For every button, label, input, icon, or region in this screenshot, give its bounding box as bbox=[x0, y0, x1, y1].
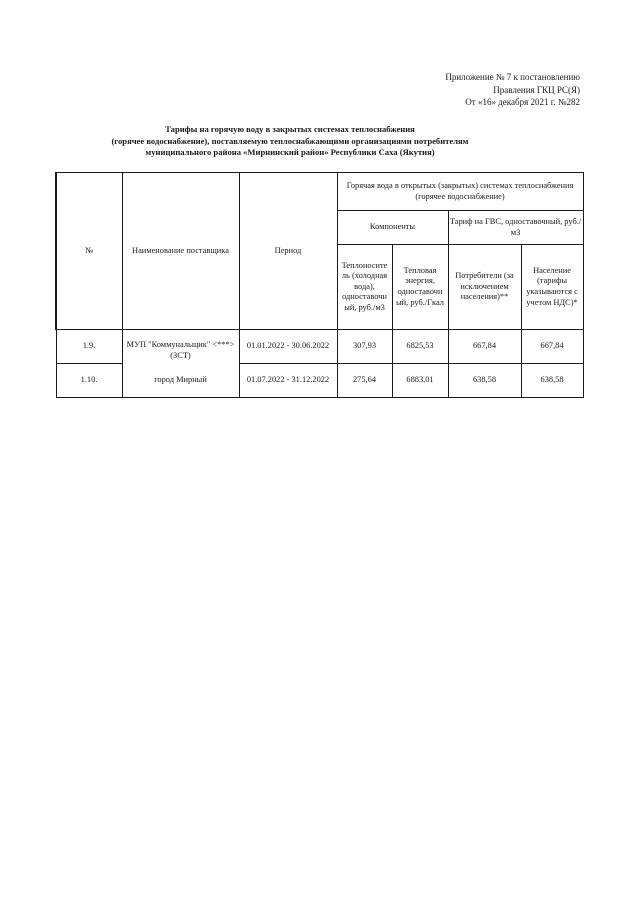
annex-reference bbox=[445, 71, 580, 109]
title-line: муниципального района «Мирнинский район» Республики Саха (Якутия) bbox=[145, 147, 435, 158]
cell-heat-energy: 6883,01 bbox=[392, 364, 448, 398]
cell-heat-energy: 6825,53 bbox=[392, 330, 448, 364]
cell-consumers: 638,58 bbox=[448, 364, 521, 398]
cell-supplier-name: МУП "Коммунальщик" <***> (ЗСТ) bbox=[122, 330, 239, 364]
cell-period: 01.07.2022 - 31.12.2022 bbox=[239, 364, 337, 398]
header-number: № bbox=[56, 173, 122, 330]
table-row bbox=[56, 364, 583, 398]
cell-supplier-location: город Мирный bbox=[122, 364, 239, 398]
annex-line: Приложение № 7 к постановлению bbox=[445, 72, 580, 82]
cell-consumers: 667,84 bbox=[448, 330, 521, 364]
annex-line: От «16» декабря 2021 г. №282 bbox=[465, 97, 580, 107]
title-line: (горячее водоснабжение), поставляемую теплоснабжающими организациями потребителям bbox=[111, 135, 469, 146]
cell-heat-carrier: 307,93 bbox=[337, 330, 392, 364]
cell-population: 638,58 bbox=[521, 364, 583, 398]
header-hot-water-group: Горячая вода в открытых (закрытых) системах теплоснабжения (горячее водоснабжение) bbox=[337, 173, 583, 211]
cell-heat-carrier: 275,64 bbox=[337, 364, 392, 398]
header-heat-carrier: Теплоносите ль (холодная вода), одноставочн ый, руб./м3 bbox=[337, 245, 392, 330]
header-population: Население (тарифы указываются с учетом НДС)* bbox=[521, 245, 583, 330]
header-components: Компоненты bbox=[337, 211, 448, 245]
table-row bbox=[56, 330, 583, 364]
annex-line: Правления ГКЦ РС(Я) bbox=[493, 84, 580, 95]
title-line: Тарифы на горячую воду в закрытых системах теплоснабжения bbox=[165, 124, 415, 134]
cell-period: 01.01.2022 - 30.06.2022 bbox=[239, 330, 337, 364]
header-heat-energy: Тепловая энергия, одноставочн ый, руб./Гкал bbox=[392, 245, 448, 330]
cell-number: 1.10. bbox=[56, 364, 122, 398]
header-period: Период bbox=[239, 173, 337, 330]
tariff-table bbox=[55, 172, 584, 398]
header-tariff: Тариф на ГВС, одноставочный, руб./м3 bbox=[448, 211, 583, 245]
document-title bbox=[60, 124, 520, 159]
cell-number: 1.9. bbox=[56, 330, 122, 364]
cell-population: 667,84 bbox=[521, 330, 583, 364]
header-consumers: Потребители (за исключением населения)** bbox=[448, 245, 521, 330]
header-supplier: Наименование поставщика bbox=[122, 173, 239, 330]
